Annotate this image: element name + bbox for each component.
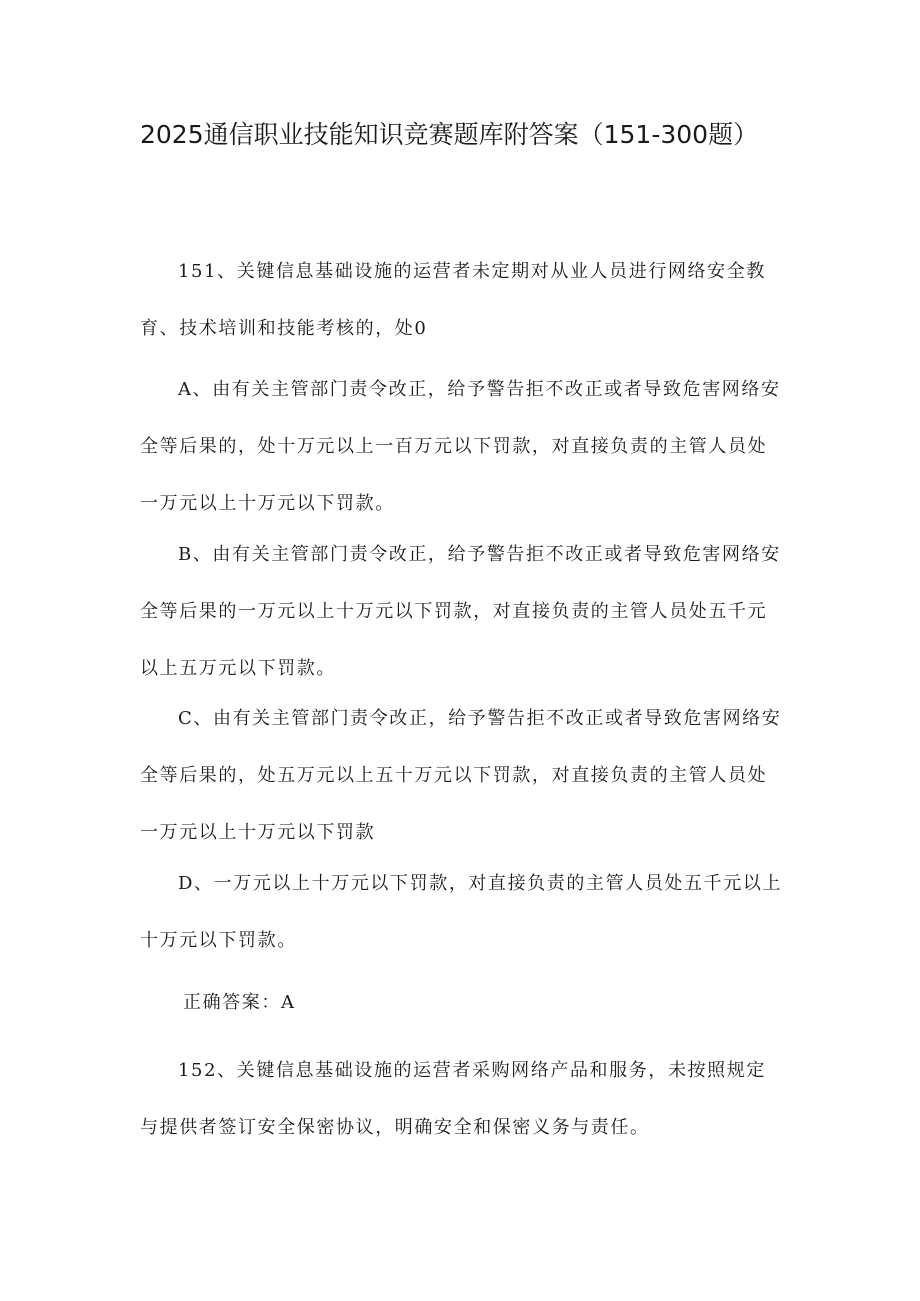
question-151-option-b: B、由有关主管部门责令改正，给予警告拒不改正或者导致危害网络安全等后果的一万元以上十万元以下罚款，对直接负责的主管人员处五千元以上五万元以下罚款。 <box>140 544 781 679</box>
question-151-stem: 151、关键信息基础设施的运营者未定期对从业人员进行网络安全教育、技术培训和技能考核的，处0 <box>140 261 766 339</box>
question-151-answer: 正确答案：A <box>183 992 296 1013</box>
question-151-option-d: D、一万元以上十万元以下罚款，对直接负责的主管人员处五千元以上十万元以下罚款。 <box>140 873 783 951</box>
document-title: 2025通信职业技能知识竞赛题库附答案（151-300题） <box>140 120 759 149</box>
question-151-option-a: A、由有关主管部门责令改正，给予警告拒不改正或者导致危害网络安全等后果的，处十万元以上一百万元以下罚款，对直接负责的主管人员处一万元以上十万元以下罚款。 <box>140 379 781 514</box>
question-151-option-c: C、由有关主管部门责令改正，给予警告拒不改正或者导致危害网络安全等后果的，处五万元以上五十万元以下罚款，对直接负责的主管人员处一万元以上十万元以下罚款 <box>140 708 782 843</box>
question-152-stem: 152、关键信息基础设施的运营者采购网络产品和服务，未按照规定与提供者签订安全保密协议，明确安全和保密义务与责任。 <box>140 1060 766 1138</box>
